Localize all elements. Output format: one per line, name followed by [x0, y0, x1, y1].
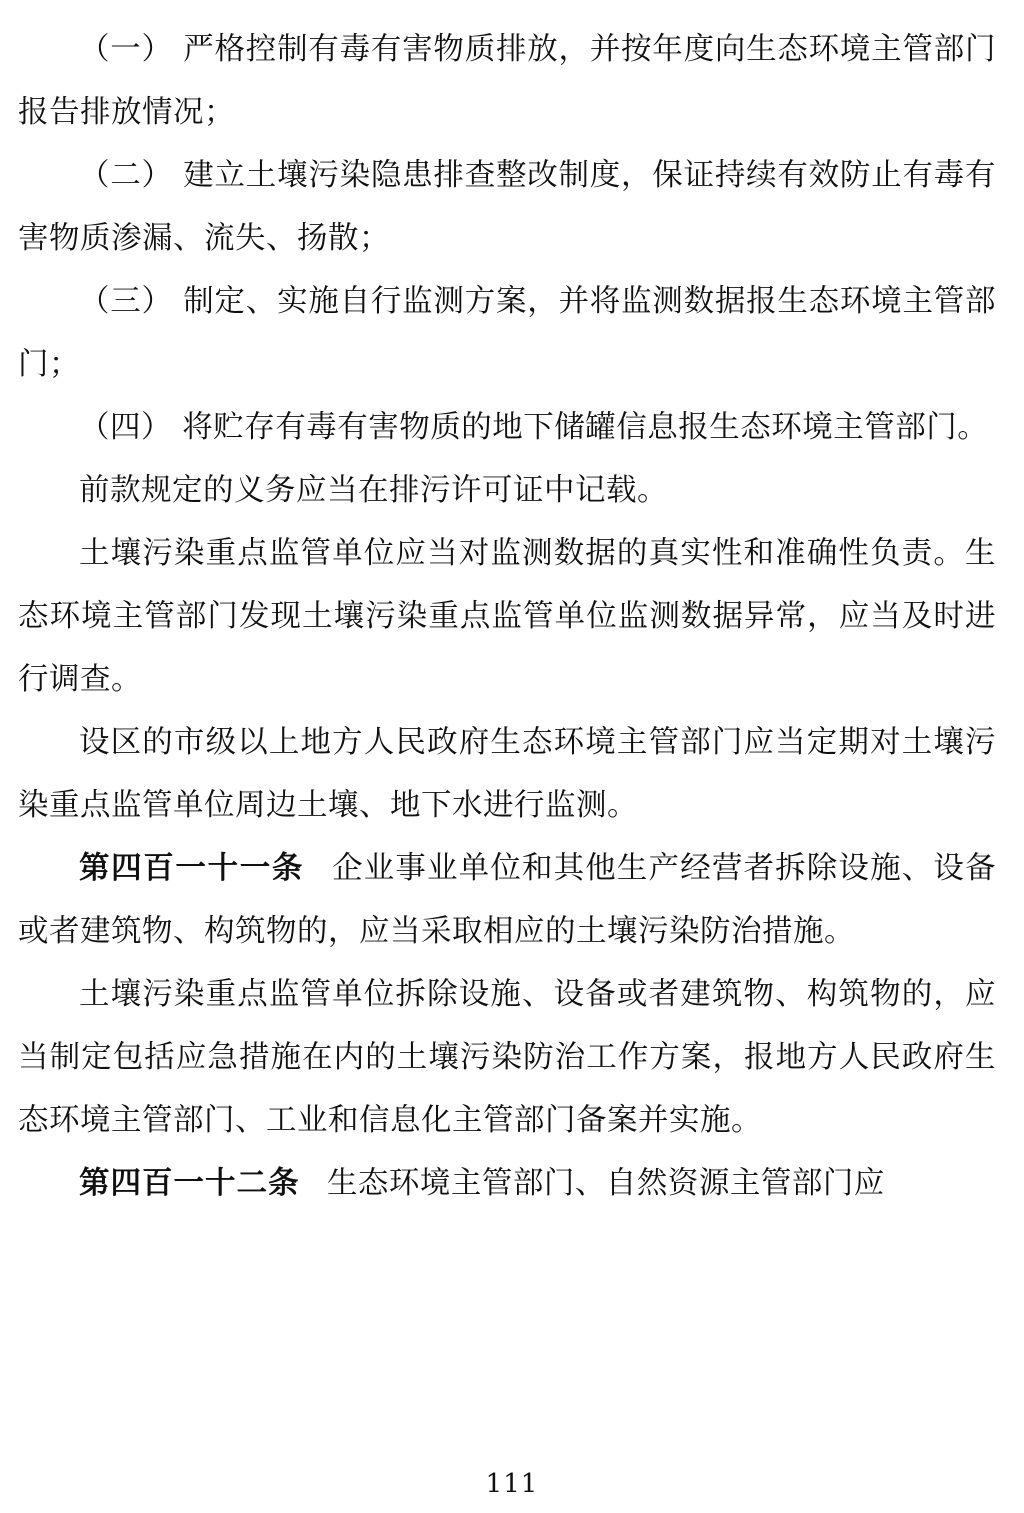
article-411-number: 第四百一十一条: [79, 851, 305, 886]
article-412-text: 生态环境主管部门、自然资源主管部门应: [326, 1166, 885, 1201]
paragraph-monitoring-responsibility: 土壤污染重点监管单位应当对监测数据的真实性和准确性负责。生态环境主管部门发现土壤污染重点监管单位监测数据异常，应当及时进行调查。: [18, 536, 996, 697]
list-item-2: （二） 建立土壤污染隐患排查整改制度，保证持续有效防止有毒有害物质渗漏、流失、扬散；: [18, 158, 996, 256]
list-item-3: （三） 制定、实施自行监测方案，并将监测数据报生态环境主管部门；: [18, 284, 996, 382]
paragraph-permit-record: 前款规定的义务应当在排污许可证中记载。: [79, 473, 668, 508]
article-412-number: 第四百一十二条: [79, 1166, 300, 1201]
article-411-paragraph-2: 土壤污染重点监管单位拆除设施、设备或者建筑物、构筑物的，应当制定包括应急措施在内的土壤污染防治工作方案，报地方人民政府生态环境主管部门、工业和信息化主管部门备案并实施。: [18, 977, 996, 1138]
article-412: [18, 1152, 996, 1215]
document-body: [18, 18, 996, 1215]
article-411: [18, 837, 996, 963]
paragraph-periodic-monitoring: 设区的市级以上地方人民政府生态环境主管部门应当定期对土壤污染重点监管单位周边土壤、地下水进行监测。: [18, 725, 996, 823]
article-411-text: 企业事业单位和其他生产经营者拆除设施、设备或者建筑物、构筑物的，应当采取相应的土壤污染防治措施。: [18, 851, 996, 949]
page-number: 111: [485, 1469, 539, 1499]
list-item-1: （一） 严格控制有毒有害物质排放，并按年度向生态环境主管部门报告排放情况；: [18, 32, 996, 130]
list-item-4: （四） 将贮存有毒有害物质的地下储罐信息报生态环境主管部门。: [79, 410, 989, 445]
